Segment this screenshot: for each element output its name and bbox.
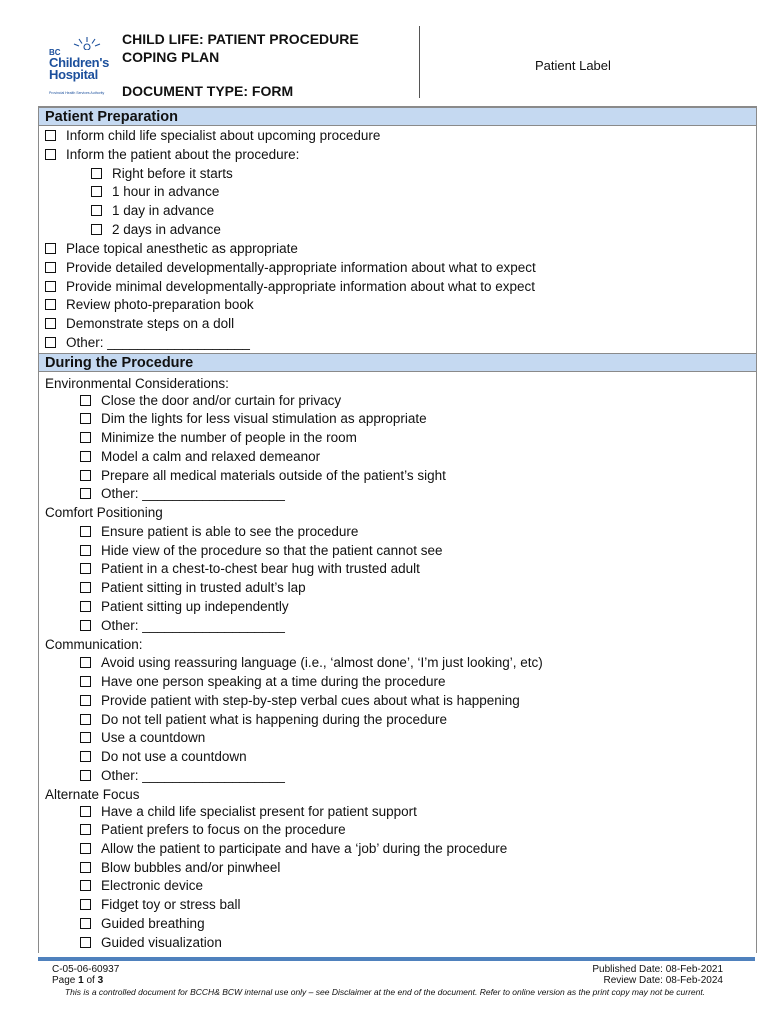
logo-subtitle: Provincial Health Services Authority: [49, 91, 105, 95]
prep-item[interactable]: Inform child life specialist about upcoming procedure: [45, 128, 380, 144]
comfort-item[interactable]: Patient sitting in trusted adult’s lap: [80, 580, 306, 596]
footer-left: [52, 964, 119, 986]
env-item[interactable]: Close the door and/or curtain for privacy: [80, 393, 341, 409]
header-divider: [419, 26, 420, 98]
logo-childrens-text: Children's: [49, 55, 110, 70]
patient-label-area: Patient Label: [535, 58, 611, 73]
form-body: [38, 106, 757, 953]
prep-subitem[interactable]: 1 hour in advance: [91, 184, 219, 200]
checkbox[interactable]: [91, 224, 102, 235]
checkbox[interactable]: [80, 582, 91, 593]
focus-item[interactable]: Have a child life specialist present for patient support: [80, 804, 417, 820]
document-type: DOCUMENT TYPE: FORM: [122, 83, 294, 99]
checkbox[interactable]: [80, 695, 91, 706]
checkbox[interactable]: [80, 563, 91, 574]
title-line-2: COPING PLAN: [122, 49, 220, 65]
section-during-procedure: During the Procedure: [39, 353, 756, 372]
checkbox[interactable]: [80, 451, 91, 462]
prep-item[interactable]: Provide minimal developmentally-appropriate information about what to expect: [45, 279, 535, 295]
env-item[interactable]: Model a calm and relaxed demeanor: [80, 449, 320, 465]
prep-subitem[interactable]: 2 days in advance: [91, 222, 221, 238]
checkbox[interactable]: [80, 714, 91, 725]
prep-subitem[interactable]: 1 day in advance: [91, 203, 214, 219]
checkbox[interactable]: [80, 657, 91, 668]
prep-item[interactable]: Demonstrate steps on a doll: [45, 316, 234, 332]
checkbox[interactable]: [80, 620, 91, 631]
document-id: C-05-06-60937: [52, 964, 120, 975]
prep-item[interactable]: Provide detailed developmentally-appropriate information about what to expect: [45, 260, 536, 276]
checkbox[interactable]: [45, 318, 56, 329]
checkbox[interactable]: [80, 413, 91, 424]
checkbox[interactable]: [80, 395, 91, 406]
comm-item[interactable]: Use a countdown: [80, 730, 205, 746]
logo-bc-text: BC: [49, 48, 61, 57]
checkbox[interactable]: [45, 243, 56, 254]
document-title: [122, 30, 359, 66]
checkbox[interactable]: [80, 488, 91, 499]
category-comfort-positioning: Comfort Positioning: [45, 505, 163, 520]
checkbox[interactable]: [80, 545, 91, 556]
checkbox[interactable]: [45, 299, 56, 310]
published-date: Published Date: 08-Feb-2021: [592, 964, 723, 975]
comm-item-other[interactable]: Other: ___________________: [80, 768, 285, 784]
checkbox[interactable]: [80, 862, 91, 873]
checkbox[interactable]: [80, 676, 91, 687]
checkbox[interactable]: [80, 526, 91, 537]
category-communication: Communication:: [45, 637, 143, 652]
checkbox[interactable]: [80, 918, 91, 929]
comm-item[interactable]: Do not use a countdown: [80, 749, 247, 765]
checkbox[interactable]: [80, 601, 91, 612]
checkbox[interactable]: [80, 843, 91, 854]
prep-item-other[interactable]: Other: ___________________: [45, 335, 250, 351]
env-item[interactable]: Prepare all medical materials outside of the patient’s sight: [80, 468, 446, 484]
checkbox[interactable]: [91, 186, 102, 197]
focus-item[interactable]: Fidget toy or stress ball: [80, 897, 241, 913]
focus-item[interactable]: Patient prefers to focus on the procedure: [80, 822, 346, 838]
checkbox[interactable]: [91, 205, 102, 216]
comfort-item[interactable]: Ensure patient is able to see the procedure: [80, 524, 358, 540]
focus-item[interactable]: Blow bubbles and/or pinwheel: [80, 860, 280, 876]
title-line-1: CHILD LIFE: PATIENT PROCEDURE: [122, 31, 359, 47]
comfort-item[interactable]: Hide view of the procedure so that the patient cannot see: [80, 543, 442, 559]
page-number: Page 1 of 3: [52, 975, 104, 986]
comm-item[interactable]: Have one person speaking at a time during the procedure: [80, 674, 445, 690]
footer-right: [592, 964, 723, 986]
comfort-item[interactable]: Patient sitting up independently: [80, 599, 289, 615]
focus-item[interactable]: Guided visualization: [80, 935, 222, 951]
category-alternate-focus: Alternate Focus: [45, 787, 140, 802]
checkbox[interactable]: [80, 751, 91, 762]
review-date: Review Date: 08-Feb-2024: [603, 975, 723, 986]
comm-item[interactable]: Provide patient with step-by-step verbal cues about what is happening: [80, 693, 520, 709]
checkbox[interactable]: [80, 824, 91, 835]
checkbox[interactable]: [91, 168, 102, 179]
checkbox[interactable]: [80, 770, 91, 781]
checkbox[interactable]: [80, 432, 91, 443]
env-item-other[interactable]: Other: ___________________: [80, 486, 285, 502]
checkbox[interactable]: [80, 937, 91, 948]
footer-rule: [38, 957, 755, 961]
comfort-item-other[interactable]: Other: ___________________: [80, 618, 285, 634]
checkbox[interactable]: [45, 130, 56, 141]
comm-item[interactable]: Do not tell patient what is happening during the procedure: [80, 712, 447, 728]
document-header: [38, 26, 756, 100]
checkbox[interactable]: [80, 470, 91, 481]
checkbox[interactable]: [45, 262, 56, 273]
focus-item[interactable]: Allow the patient to participate and have a ‘job’ during the procedure: [80, 841, 507, 857]
section-patient-preparation: Patient Preparation: [39, 107, 756, 126]
env-item[interactable]: Dim the lights for less visual stimulation as appropriate: [80, 411, 427, 427]
checkbox[interactable]: [80, 732, 91, 743]
bc-childrens-hospital-logo: [42, 36, 116, 100]
checkbox[interactable]: [45, 281, 56, 292]
checkbox[interactable]: [80, 806, 91, 817]
prep-item[interactable]: Place topical anesthetic as appropriate: [45, 241, 298, 257]
comm-item[interactable]: Avoid using reassuring language (i.e., ‘almost done’, ‘I’m just looking’, etc): [80, 655, 543, 671]
prep-item[interactable]: Review photo-preparation book: [45, 297, 254, 313]
focus-item[interactable]: Electronic device: [80, 878, 203, 894]
env-item[interactable]: Minimize the number of people in the room: [80, 430, 357, 446]
prep-subitem[interactable]: Right before it starts: [91, 166, 233, 182]
checkbox[interactable]: [45, 337, 56, 348]
checkbox[interactable]: [45, 149, 56, 160]
prep-item[interactable]: Inform the patient about the procedure:: [45, 147, 299, 163]
logo-hospital-text: Hospital: [49, 67, 98, 82]
category-environmental: Environmental Considerations:: [45, 376, 229, 391]
comfort-item[interactable]: Patient in a chest-to-chest bear hug with trusted adult: [80, 561, 420, 577]
checkbox[interactable]: [80, 880, 91, 891]
focus-item[interactable]: Guided breathing: [80, 916, 205, 932]
sun-logo-icon: [72, 36, 102, 50]
checkbox[interactable]: [80, 899, 91, 910]
disclaimer-note: This is a controlled document for BCCH& BCW internal use only – see Disclaimer at the end of the document. Refer to online version as the print copy may not be current.: [64, 987, 706, 997]
